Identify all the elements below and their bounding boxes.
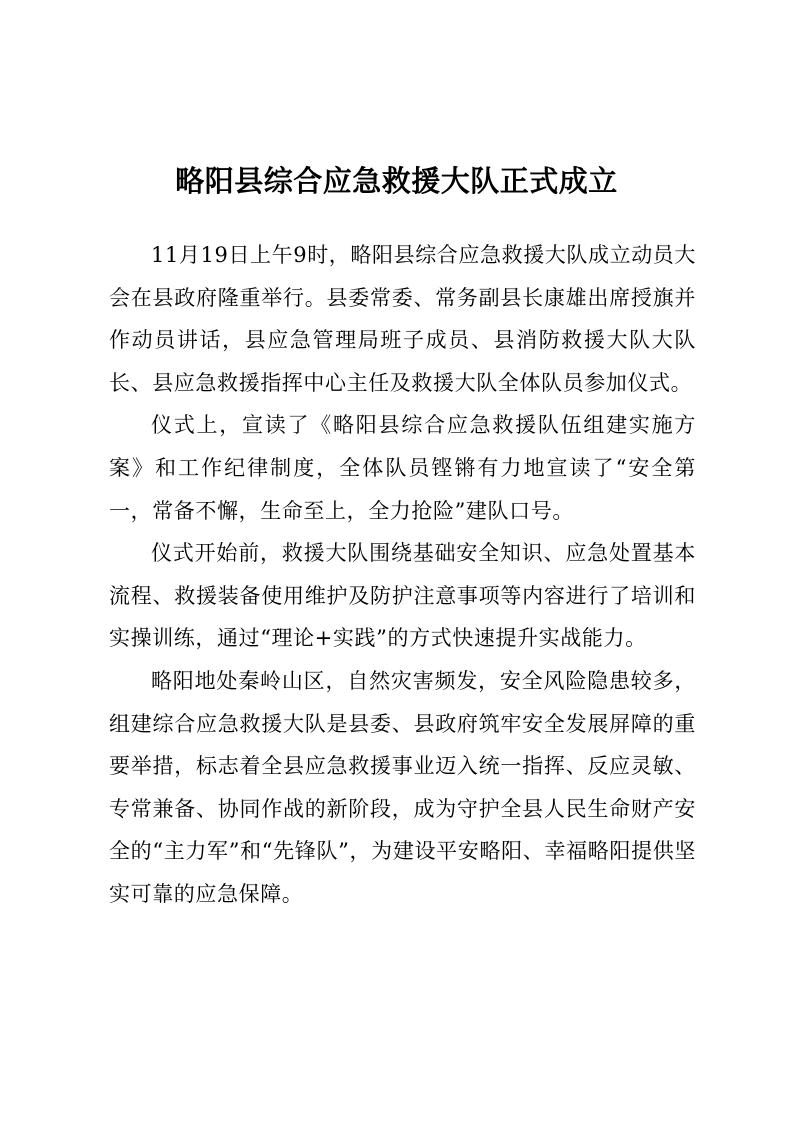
paragraph-2: 仪式上，宣读了《略阳县综合应急救援队伍组建实施方案》和工作纪律制度，全体队员铿锵有力地宣读了“安全第一，常备不懈，生命至上，全力抢险”建队口号。	[109, 413, 696, 523]
paragraph-1: 11月19日上午9时，略阳县综合应急救援大队成立动员大会在县政府隆重举行。县委常委、常务副县长康雄出席授旗并作动员讲话，县应急管理局班子成员、县消防救援大队大队长、县应急救援指挥中心主任及救援大队全体队员参加仪式。	[109, 243, 697, 395]
paragraph-3: 仪式开始前，救援大队围绕基础安全知识、应急处置基本流程、救援装备使用维护及防护注意事项等内容进行了培训和实操训练，通过“理论+实践”的方式快速提升实战能力。	[109, 541, 696, 651]
document-title: 略阳县综合应急救援大队正式成立	[175, 164, 618, 199]
document-body	[109, 234, 696, 916]
paragraph-4: 略阳地处秦岭山区，自然灾害频发，安全风险隐患较多，组建综合应急救援大队是县委、县政府筑牢安全发展屏障的重要举措，标志着全县应急救援事业迈入统一指挥、反应灵敏、专常兼备、协同作战的新阶段，成为守护全县人民生命财产安全的“主力军”和“先锋队”，为建设平安略阳、幸福略阳提供坚实可靠的应急保障。	[109, 668, 696, 906]
